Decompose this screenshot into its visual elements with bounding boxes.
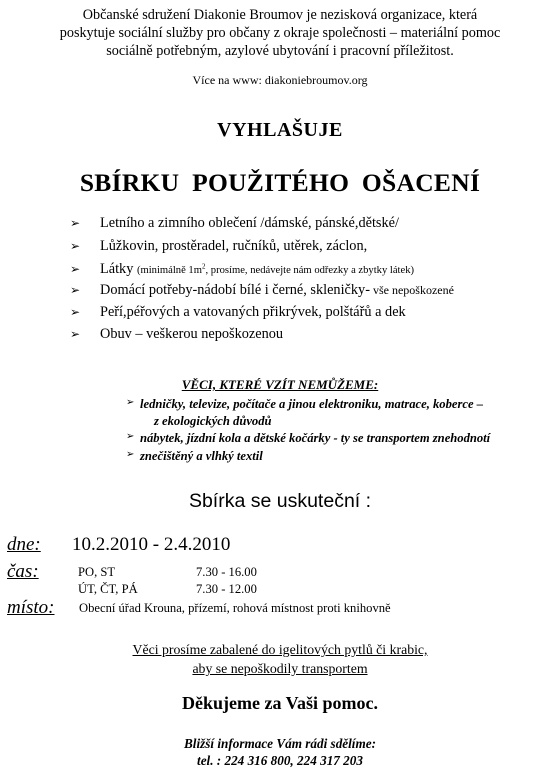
info-line: Bližší informace Vám rádi sdělíme: (184, 736, 376, 751)
packing-note (0, 640, 560, 678)
thanks-text: Děkujeme za Vaši pomoc. (182, 693, 378, 713)
date-label: dne: (7, 534, 41, 555)
arrow-bullet-icon: ➢ (70, 239, 81, 253)
arrow-bullet-icon: ➢ (70, 216, 81, 230)
time-hours: 7.30 - 16.00 (196, 565, 257, 579)
wanted-item: ➢ Obuv – veškerou nepoškozenou (70, 326, 284, 342)
time-hours: 7.30 - 12.00 (196, 582, 257, 596)
date-value: 10.2.2010 - 2.4.2010 (72, 534, 231, 555)
place-label: místo: (7, 597, 55, 618)
arrow-bullet-icon: ➢ (70, 262, 81, 276)
unwanted-title: VĚCI, KTERÉ VZÍT NEMŮŽEME: (181, 377, 379, 392)
announce-heading: VYHLAŠUJE (217, 119, 343, 141)
arrow-bullet-icon: ➢ (126, 449, 135, 460)
packing-line-2: aby se nepoškodily transportem (192, 661, 368, 676)
arrow-bullet-icon: ➢ (70, 305, 81, 319)
time-days: ÚT, ČT, PÁ (78, 582, 138, 596)
collection-title: SBÍRKU POUŽITÉHO OŠACENÍ (79, 168, 481, 197)
wanted-item: ➢ Letního a zimního oblečení /dámské, pánské,dětské/ (70, 215, 399, 231)
arrow-bullet-icon: ➢ (70, 283, 81, 297)
unwanted-item: ➢ znečištěný a vlhký textil (126, 449, 263, 463)
packing-line-1: Věci prosíme zabalené do igelitových pytlů či krabic, (132, 642, 428, 657)
intro-paragraph (0, 6, 560, 60)
phone-numbers: tel. : 224 316 800, 224 317 203 (197, 753, 363, 768)
wanted-item: ➢ Peří,péřových a vatovaných přikrývek, polštářů a dek (70, 304, 406, 320)
intro-line-3: sociálně potřebným, azylové ubytování i pracovní příležitost. (106, 43, 454, 59)
household-note: vše nepoškozené (369, 283, 454, 297)
wanted-item: ➢ Domácí potřeby-nádobí bílé i černé, skleničky- vše nepoškozené (70, 282, 454, 298)
time-label: čas: (7, 561, 39, 582)
fabric-note: (minimálně $1m^2$, prosíme, nedávejte nám odřezky a zbytky látek) (136, 262, 415, 276)
arrow-bullet-icon: ➢ (126, 431, 135, 442)
intro-line-2: poskytuje sociální služby pro občany z okraje společnosti – materiální pomoc (59, 25, 501, 41)
contact-info (0, 735, 560, 769)
schedule-heading: Sbírka se uskuteční : (188, 490, 372, 512)
time-days: PO, ST (78, 565, 116, 579)
unwanted-item-continuation: z ekologických důvodů (154, 414, 272, 428)
wanted-item: ➢ Lůžkovin, prostěradel, ručníků, utěrek, záclon, (70, 238, 368, 254)
unwanted-item: ➢ ledničky, televize, počítače a jinou elektroniku, matrace, koberce – (126, 397, 483, 411)
unwanted-item: ➢ nábytek, jízdní kola a dětské kočárky - ty se transportem znehodnotí (126, 431, 491, 445)
arrow-bullet-icon: ➢ (70, 327, 81, 341)
place-value: Obecní úřad Krouna, přízemí, rohová místnost proti knihovně (79, 601, 391, 615)
intro-line-1: Občanské sdružení Diakonie Broumov je nezisková organizace, která (82, 7, 478, 23)
wanted-item: ➢ Látky (minimálně $1m^2$, prosíme, nedávejte nám odřezky a zbytky látek) (70, 261, 415, 277)
arrow-bullet-icon: ➢ (126, 397, 135, 408)
website-line: Více na www: diakoniebroumov.org (192, 73, 368, 87)
